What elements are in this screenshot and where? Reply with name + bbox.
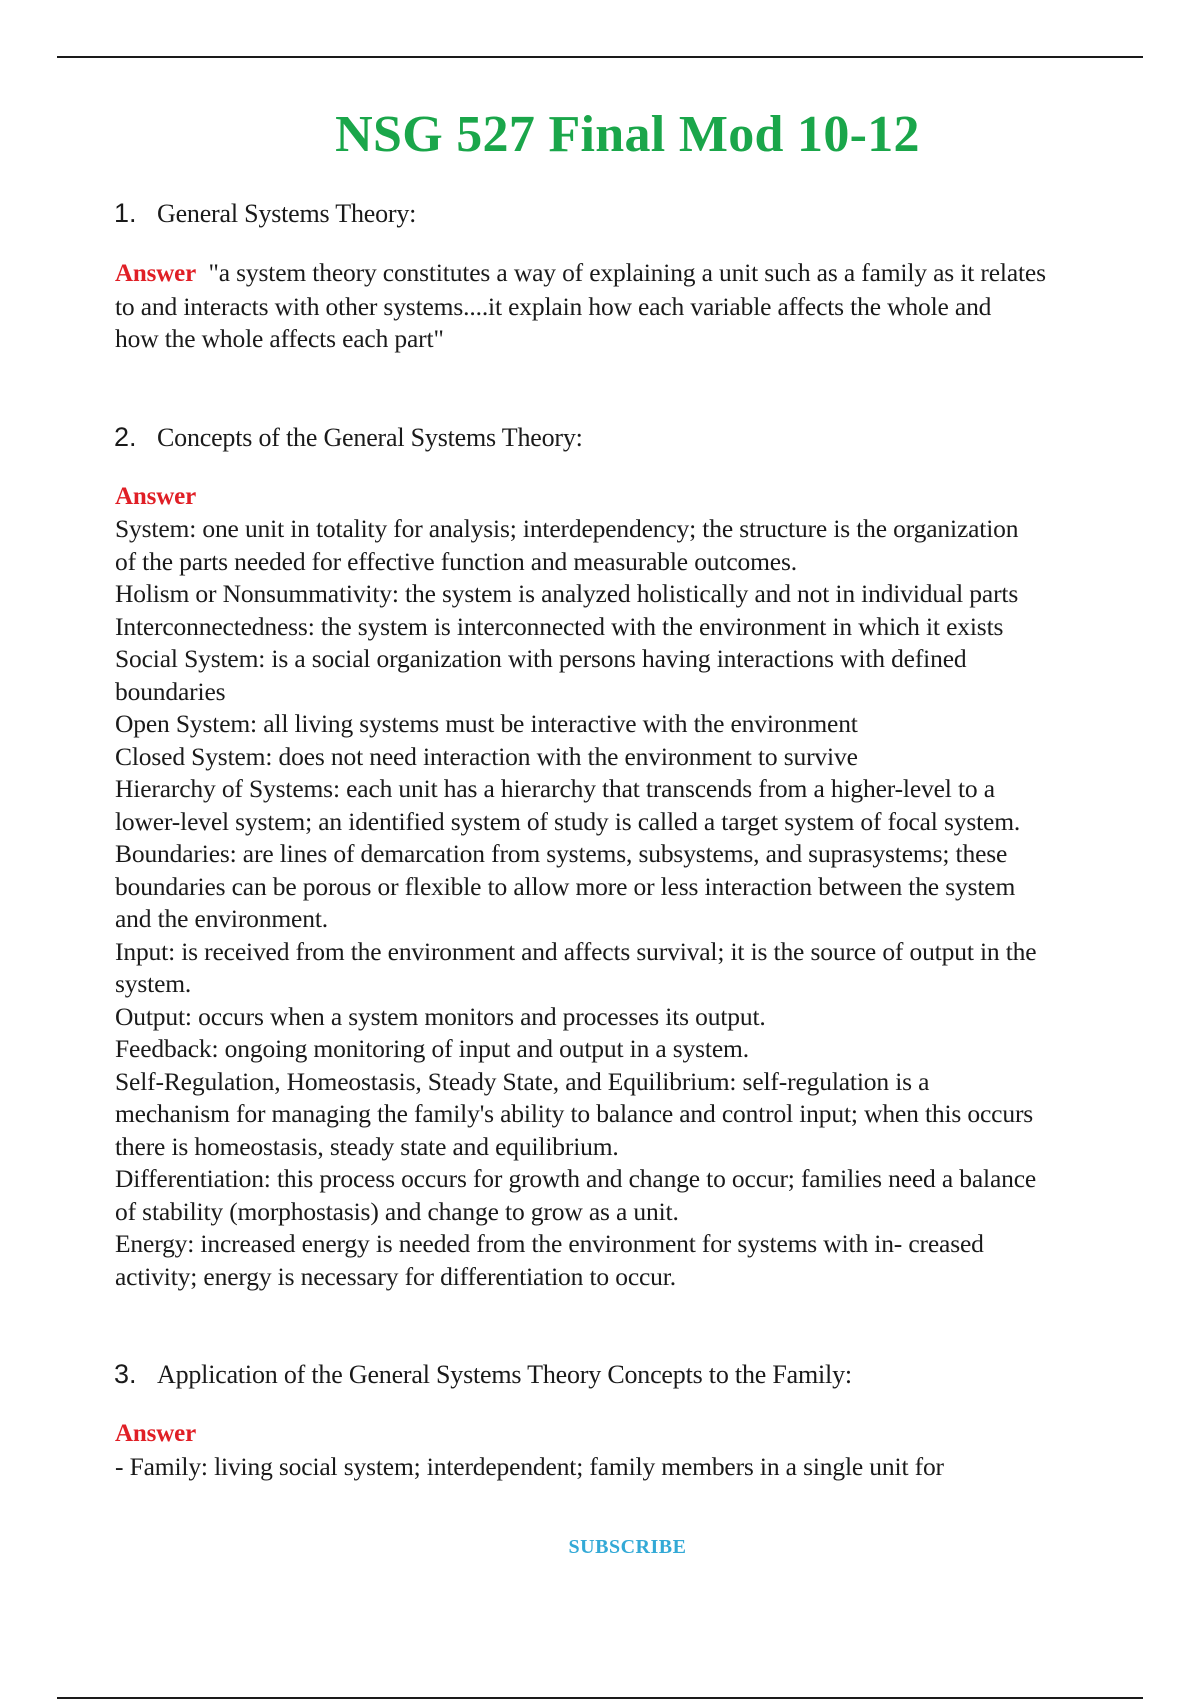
answer-line: Holism or Nonsummativity: the system is analyzed holistically and not in individual parts (115, 579, 1019, 608)
answer-line: there is homeostasis, steady state and equilibrium. (115, 1131, 619, 1161)
answer-line: lower-level system; an identified system of study is called a target system of focal system. (115, 806, 1021, 836)
answer-line: boundaries (115, 676, 226, 706)
answer-line: activity; energy is necessary for differentiation to occur. (115, 1261, 676, 1291)
answer-line: - Family: living social system; interdependent; family members in a single unit for (115, 1451, 944, 1481)
question-text: General Systems Theory: (157, 199, 417, 228)
answer-line: system. (115, 969, 192, 998)
answer-line: of stability (morphostasis) and change to grow as a unit. (115, 1196, 679, 1226)
answer-line: boundaries can be porous or flexible to allow more or less interaction between the system (115, 871, 1016, 901)
answer-line: and the environment. (115, 904, 328, 933)
answer-line: Open System: all living systems must be interactive with the environment (115, 709, 858, 738)
question-2 (115, 420, 1145, 455)
answer-line: how the whole affects each part" (115, 324, 444, 353)
answer-line: Social System: is a social organization with persons having interactions with defined (115, 644, 967, 673)
document-body (115, 196, 1145, 1483)
answer-2 (115, 481, 1145, 1294)
answer-line: System: one unit in totality for analysis; interdependency; the structure is the organization (115, 514, 1019, 543)
question-text: Application of the General Systems Theory Concepts to the Family: (157, 1360, 852, 1389)
answer-line: mechanism for managing the family's ability to balance and control input; when this occurs (115, 1099, 1034, 1128)
answer-label: Answer (115, 1420, 197, 1447)
answer-line: Energy: increased energy is needed from the environment for systems with in- creased (115, 1229, 984, 1258)
answer-label: Answer (115, 482, 197, 510)
question-number: 1. (114, 198, 137, 228)
answer-line: Differentiation: this process occurs for growth and change to occur; families need a balance (115, 1164, 1037, 1193)
bottom-rule (57, 1697, 1143, 1699)
question-3 (115, 1357, 1145, 1392)
top-rule (57, 56, 1143, 58)
answer-line: of the parts needed for effective function and measurable outcomes. (115, 546, 797, 576)
answer-line: Hierarchy of Systems: each unit has a hierarchy that transcends from a higher-level to a (115, 774, 995, 803)
answer-label: Answer (115, 260, 197, 287)
answer-line: to and interacts with other systems....it explain how each variable affects the whole and (115, 291, 992, 321)
answer-line: Boundaries: are lines of demarcation from systems, subsystems, and suprasystems; these (115, 839, 1008, 868)
answer-line: Interconnectedness: the system is interconnected with the environment in which it exists (115, 611, 1004, 641)
answer-3 (115, 1418, 1145, 1483)
answer-line: "a system theory constitutes a way of explaining a unit such as a family as it relates (208, 258, 1046, 287)
answer-line: Closed System: does not need interaction with the environment to survive (115, 741, 858, 771)
question-text: Concepts of the General Systems Theory: (157, 422, 583, 452)
answer-1 (115, 257, 1145, 356)
answer-line: Feedback: ongoing monitoring of input and output in a system. (115, 1034, 749, 1063)
document-title: NSG 527 Final Mod 10-12 (335, 105, 920, 163)
answer-line: Input: is received from the environment and affects survival; it is the source of output in the (115, 936, 1037, 966)
question-number: 2. (114, 421, 137, 452)
question-1 (115, 196, 1145, 231)
answer-line: Output: occurs when a system monitors and processes its output. (115, 1001, 766, 1031)
subscribe-link[interactable]: SUBSCRIBE (568, 1536, 687, 1558)
answer-line: Self-Regulation, Homeostasis, Steady State, and Equilibrium: self-regulation is a (115, 1066, 930, 1096)
question-number: 3. (114, 1359, 137, 1389)
